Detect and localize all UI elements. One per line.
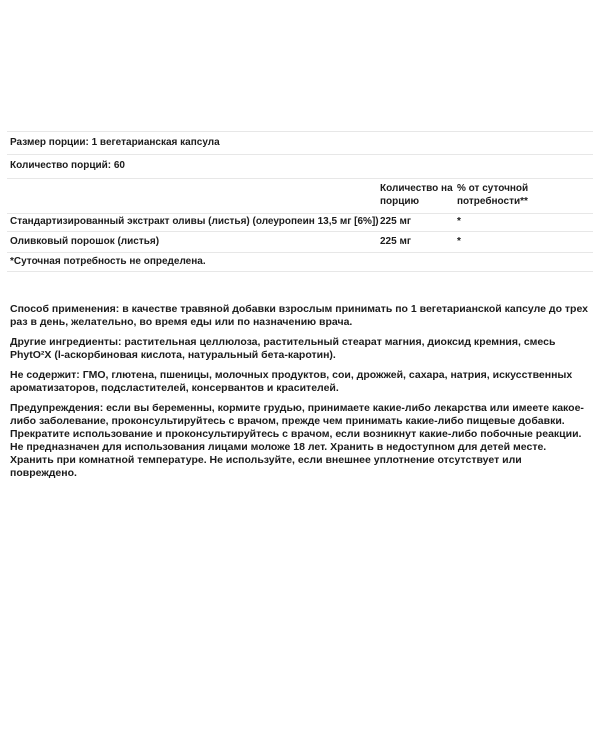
footnote-text: *Суточная потребность не определена. [10, 255, 206, 267]
ingredient-dv: * [457, 216, 461, 228]
table-row [7, 231, 593, 252]
ingredient-name: Оливковый порошок (листья) [10, 235, 160, 247]
servings-count-text: Количество порций: 60 [10, 160, 125, 172]
servings-count-row [7, 154, 593, 178]
ingredient-amount: 225 мг [380, 216, 412, 228]
other-ingredients-paragraph: Другие ингредиенты: растительная целлюлоза, растительный стеарат магния, диоксид кремния, смесь PhytO²X (l-аскорбиновая кислота, натуральный бета-каротин). [10, 336, 556, 361]
serving-size-row [7, 131, 593, 154]
footnote-row [7, 252, 593, 272]
supplement-facts-table [7, 131, 593, 272]
does-not-contain-paragraph: Не содержит: ГМО, глютена, пшеницы, молочных продуктов, сои, дрожжей, сахара, натрия, искусственных ароматизаторов, подсластителей, консервантов и красителей. [10, 369, 573, 394]
product-info-paragraphs [10, 303, 590, 480]
serving-size-text: Размер порции: 1 вегетарианская капсула [10, 136, 220, 148]
directions-paragraph: Способ применения: в качестве травяной добавки взрослым принимать по 1 вегетарианской капсуле до трех раз в день, желательно, во время еды или по назначению врача. [10, 303, 589, 328]
amount-column-header: Количество на порцию [380, 183, 453, 207]
facts-header-row [7, 178, 593, 213]
warnings-paragraph: Предупреждения: если вы беременны, кормите грудью, принимаете какие-либо лекарства или имеете какое-либо заболевание, проконсультируйтесь с врачом, прежде чем принимать какие-либо пищевые добавки. Прекратите использование и проконсультируйтесь с врачом, если возникнут какие-либо побочные реакции. Не предназначен для использования лицами моложе 18 лет. Хранить в недоступном для детей месте. Хранить при комнатной температуре. Не используйте, если внешнее уплотнение отсутствует или повреждено. [10, 402, 584, 479]
ingredient-amount: 225 мг [380, 235, 412, 247]
empty-header-cell [7, 183, 380, 208]
dv-column-header: % от суточной потребности** [457, 183, 529, 207]
ingredient-dv: * [457, 235, 461, 247]
ingredient-name: Стандартизированный экстракт оливы (листья) (олеуропеин 13,5 мг [6%]) [10, 216, 379, 228]
table-row [7, 213, 593, 231]
